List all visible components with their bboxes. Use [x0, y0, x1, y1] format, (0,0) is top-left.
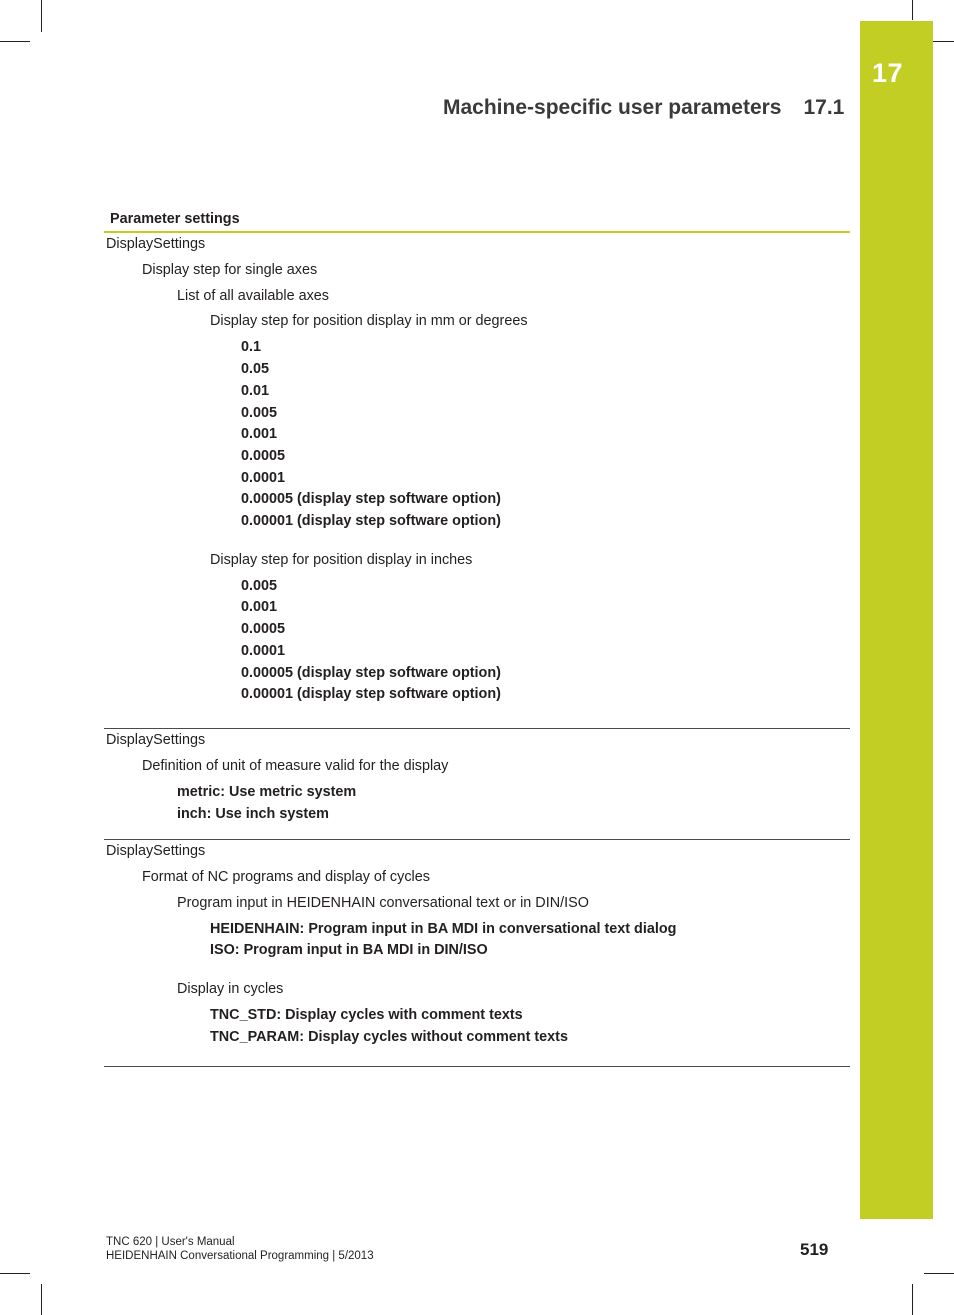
page-number: 519 [800, 1240, 829, 1259]
option-value: inch: Use inch system [177, 806, 329, 822]
option-value: TNC_PARAM: Display cycles without comment texts [210, 1029, 568, 1045]
crop-mark [912, 0, 913, 20]
parameter-label: Display step for position display in inches [210, 552, 473, 568]
header-rule [104, 231, 850, 233]
row-separator [104, 728, 850, 729]
footer-manual: TNC 620 | User's Manual [106, 1236, 235, 1248]
option-value: 0.00005 (display step software option) [241, 665, 501, 681]
footer-edition: HEIDENHAIN Conversational Programming | 5/2013 [106, 1250, 374, 1262]
chapter-tab [860, 21, 933, 1219]
parameter-name: DisplaySettings [106, 843, 206, 859]
option-value: TNC_STD: Display cycles with comment texts [210, 1007, 523, 1023]
column-header: Parameter settings [110, 211, 240, 227]
option-value: 0.0001 [241, 643, 286, 659]
chapter-number: 17 [872, 58, 904, 88]
parameter-group: Display step for single axes [142, 262, 318, 278]
crop-mark [41, 0, 42, 32]
crop-mark [912, 1284, 913, 1315]
option-value: 0.0005 [241, 621, 286, 637]
option-value: 0.00001 (display step software option) [241, 686, 501, 702]
section-title: Machine-specific user parameters [443, 96, 782, 119]
option-value: 0.001 [241, 599, 278, 615]
option-value: 0.00001 (display step software option) [241, 513, 501, 529]
row-separator [104, 1066, 850, 1067]
crop-mark [924, 1273, 954, 1274]
parameter-group: Format of NC programs and display of cycles [142, 869, 430, 885]
parameter-label: Program input in HEIDENHAIN conversational text or in DIN/ISO [177, 895, 589, 911]
option-value: ISO: Program input in BA MDI in DIN/ISO [210, 942, 488, 958]
parameter-name: DisplaySettings [106, 236, 206, 252]
option-value: 0.01 [241, 383, 270, 399]
option-value: 0.1 [241, 339, 262, 355]
option-value: 0.0001 [241, 470, 286, 486]
parameter-name: DisplaySettings [106, 732, 206, 748]
option-value: 0.00005 (display step software option) [241, 491, 501, 507]
parameter-label: Display in cycles [177, 981, 284, 997]
crop-mark [0, 1273, 30, 1274]
option-value: 0.005 [241, 405, 278, 421]
option-value: 0.005 [241, 578, 278, 594]
option-value: 0.001 [241, 426, 278, 442]
crop-mark [0, 41, 30, 42]
parameter-group: Definition of unit of measure valid for the display [142, 758, 449, 774]
section-number: 17.1 [803, 96, 845, 119]
running-header [443, 96, 844, 120]
option-value: 0.05 [241, 361, 270, 377]
option-value: 0.0005 [241, 448, 286, 464]
crop-mark [41, 1284, 42, 1315]
option-value: metric: Use metric system [177, 784, 357, 800]
crop-mark [933, 41, 954, 42]
option-value: HEIDENHAIN: Program input in BA MDI in conversational text dialog [210, 921, 677, 937]
parameter-label: Display step for position display in mm or degrees [210, 313, 528, 329]
parameter-subgroup: List of all available axes [177, 288, 329, 304]
row-separator [104, 839, 850, 840]
